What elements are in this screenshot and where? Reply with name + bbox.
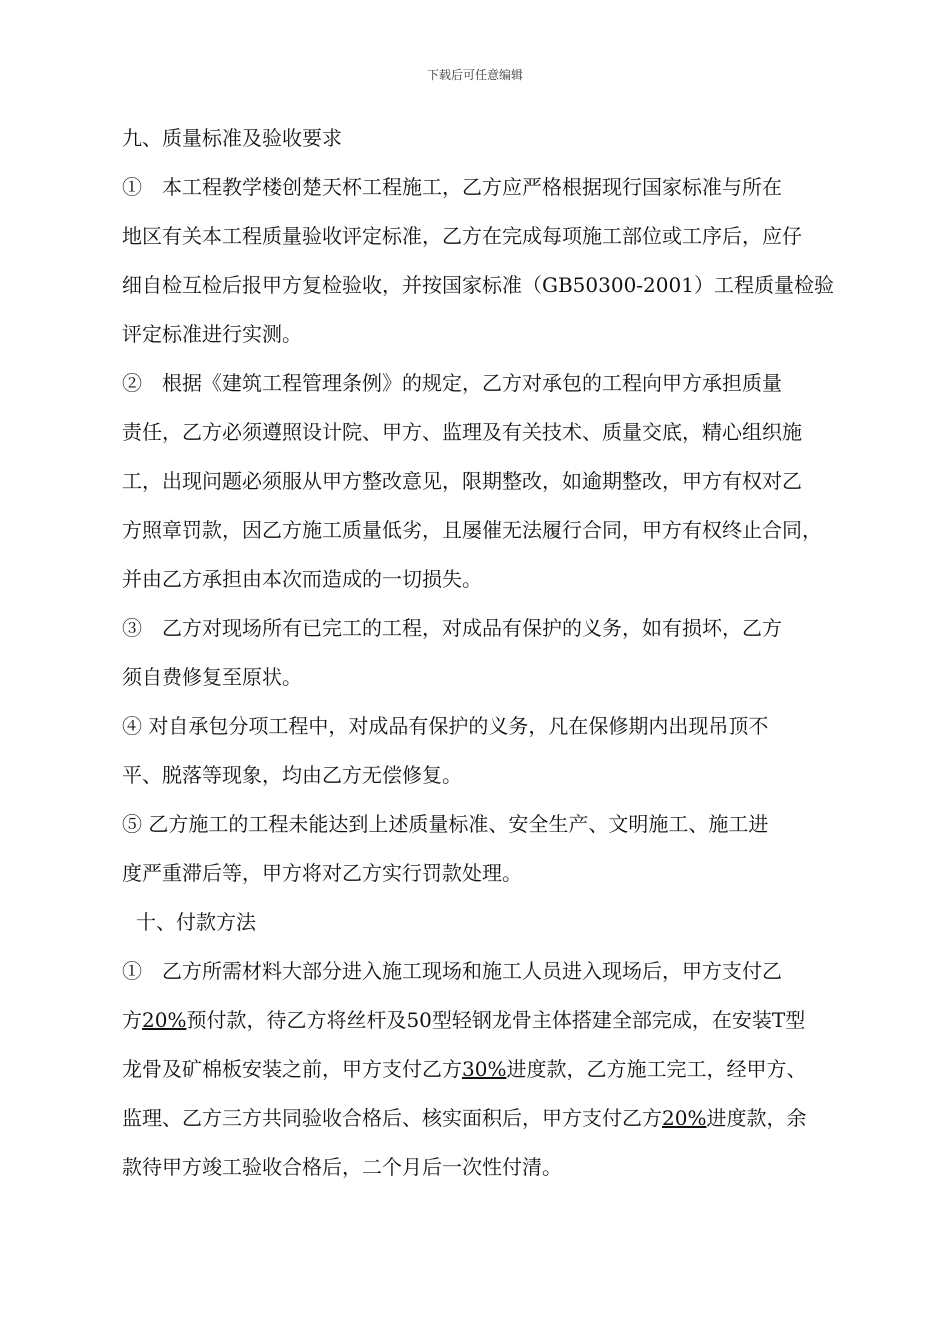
s10-p1-line — [122, 1098, 858, 1147]
s9-p2-line: 工，出现问题必须服从甲方整改意见，限期整改，如逾期整改，甲方有权对乙 — [122, 469, 802, 493]
s10-p1-line: 款待甲方竣工验收合格后，二个月后一次性付清。 — [122, 1155, 562, 1179]
s9-p4-line: 平、脱落等现象，均由乙方无偿修复。 — [122, 763, 462, 787]
text-run: 监理、乙方三方共同验收合格后、核实面积后，甲方支付乙方 — [122, 1106, 662, 1130]
text-run: 龙骨及矿棉板安装之前，甲方支付乙方 — [122, 1057, 462, 1081]
s9-p1-line: ① 本工程教学楼创楚天杯工程施工，乙方应严格根据现行国家标准与所在 — [122, 175, 782, 199]
s9-p1-line: 评定标准进行实测。 — [122, 322, 302, 346]
s9-p2-line: 责任，乙方必须遵照设计院、甲方、监理及有关技术、质量交底，精心组织施 — [122, 420, 802, 444]
s9-p2-line: ② 根据《建筑工程管理条例》的规定，乙方对承包的工程向甲方承担质量 — [122, 371, 782, 395]
text-run: 预付款，待乙方将丝杆及50型轻钢龙骨主体搭建全部完成，在安装T型 — [186, 1008, 806, 1032]
percent-value: 20% — [142, 1008, 187, 1032]
s9-p5-line: 度严重滞后等，甲方将对乙方实行罚款处理。 — [122, 861, 522, 885]
text-run: 进度款，乙方施工完工，经甲方、 — [506, 1057, 807, 1081]
page-header-note: 下载后可任意编辑 — [426, 68, 523, 82]
percent-value: 20% — [662, 1106, 707, 1130]
s9-p2-line: 并由乙方承担由本次而造成的一切损失。 — [122, 567, 482, 591]
percent-value: 30% — [462, 1057, 507, 1081]
s9-p2-line: 方照章罚款，因乙方施工质量低劣，且屡催无法履行合同，甲方有权终止合同， — [122, 518, 822, 542]
s10-p1-line — [122, 1000, 858, 1049]
s10-p1-line: ① 乙方所需材料大部分进入施工现场和施工人员进入现场后，甲方支付乙 — [122, 959, 782, 983]
text-run: 进度款，余 — [706, 1106, 807, 1130]
section-10-title: 十、付款方法 — [136, 910, 256, 934]
s9-p1-line: 细自检互检后报甲方复检验收，并按国家标准（GB50300-2001）工程质量检验 — [122, 273, 834, 297]
s10-p1-line — [122, 1049, 858, 1098]
s9-p3-line: 须自费修复至原状。 — [122, 665, 302, 689]
s9-p3-line: ③ 乙方对现场所有已完工的工程，对成品有保护的义务，如有损坏，乙方 — [122, 616, 782, 640]
text-run: 方 — [122, 1008, 142, 1032]
s9-p4-line: ④ 对自承包分项工程中，对成品有保护的义务，凡在保修期内出现吊顶不 — [122, 714, 769, 738]
section-9-title: 九、质量标准及验收要求 — [122, 126, 342, 150]
s9-p5-line: ⑤ 乙方施工的工程未能达到上述质量标准、安全生产、文明施工、施工进 — [122, 812, 769, 836]
document-body — [122, 118, 858, 1196]
s9-p1-line: 地区有关本工程质量验收评定标准，乙方在完成每项施工部位或工序后，应仔 — [122, 224, 802, 248]
